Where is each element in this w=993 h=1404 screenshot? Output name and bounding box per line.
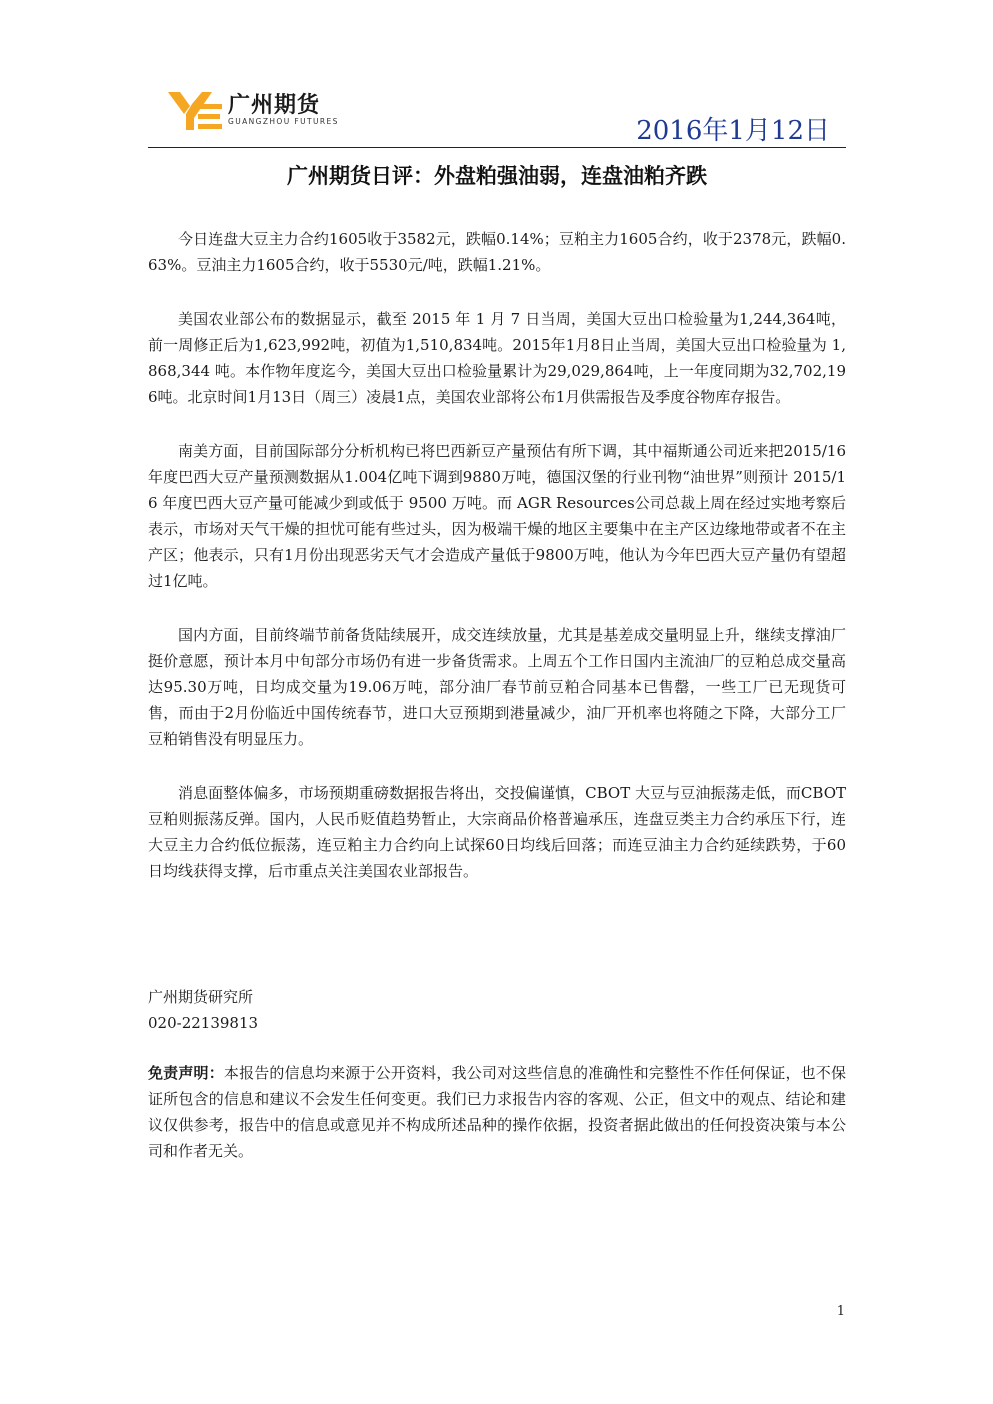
logo-cn-text: 广州期货 [228,93,321,118]
report-body [148,226,846,912]
disclaimer [148,1060,846,1164]
paragraph-usda-exports: 美国农业部公布的数据显示，截至 2015 年 1 月 7 日当周，美国大豆出口检验量为1,244,364吨，前一周修正后为1,623,992吨，初值为1,510,834吨。2015年1月8日止当周，美国大豆出口检验量为 1,868,344 吨。本作物年度迄今，美国大豆出口检验量累计为29,029,864吨，上一年度同期为32,702,196吨。北京时间1月13日（周三）凌晨1点，美国农业部将公布1月供需报告及季度谷物库存报告。 [148,310,846,406]
page-number: 1 [836,1304,845,1319]
header-divider [148,147,846,148]
company-logo [168,88,368,138]
signature-phone: 020-22139813 [148,1014,259,1032]
report-title: 广州期货日评：外盘粕强油弱，连盘油粕齐跌 [287,164,707,188]
paragraph-market-close: 今日连盘大豆主力合约1605收于3582元，跌幅0.14%；豆粕主力1605合约，收于2378元，跌幅0.63%。豆油主力1605合约，收于5530元/吨，跌幅1.21%。 [148,230,846,274]
disclaimer-text: 本报告的信息均来源于公开资料，我公司对这些信息的准确性和完整性不作任何保证，也不保证所包含的信息和建议不会发生任何变更。我们已力求报告内容的客观、公正，但文中的观点、结论和建议仅供参考，报告中的信息或意见并不构成所述品种的操作依据，投资者据此做出的任何投资决策与本公司和作者无关。 [148,1064,846,1160]
disclaimer-label: 免责声明： [148,1064,224,1082]
signature-org: 广州期货研究所 [148,988,254,1006]
signature-block [148,984,258,1036]
paragraph-domestic: 国内方面，目前终端节前备货陆续展开，成交连续放量，尤其是基差成交量明显上升，继续支撑油厂挺价意愿，预计本月中旬部分市场仍有进一步备货需求。上周五个工作日国内主流油厂的豆粕总成交量高达95.30万吨，日均成交量为19.06万吨，部分油厂春节前豆粕合同基本已售罄，一些工厂已无现货可售，而由于2月份临近中国传统春节，进口大豆预期到港量减少，油厂开机率也将随之下降，大部分工厂豆粕销售没有明显压力。 [148,626,846,748]
paragraph-south-america: 南美方面，目前国际部分分析机构已将巴西新豆产量预估有所下调，其中福斯通公司近来把2015/16年度巴西大豆产量预测数据从1.004亿吨下调到9880万吨，德国汉堡的行业刊物“油世界”则预计 2015/16 年度巴西大豆产量可能减少到或低于 9500 万吨。而 AGR Resources公司总裁上周在经过实地考察后表示，市场对天气干燥的担忧可能有些过头，因为极端干燥的地区主要集中在主产区边缘地带或者不在主产区；他表示，只有1月份出现恶劣天气才会造成产量低于9800万吨，他认为今年巴西大豆产量仍有望超过1亿吨。 [148,442,846,590]
logo-en-text: GUANGZHOU FUTURES [228,117,339,126]
logo-mark-icon [168,90,224,130]
paragraph-outlook: 消息面整体偏多，市场预期重磅数据报告将出，交投偏谨慎，CBOT 大豆与豆油振荡走低，而CBOT豆粕则振荡反弹。国内，人民币贬值趋势暂止，大宗商品价格普遍承压，连盘豆类主力合约承压下行，连大豆主力合约低位振荡，连豆粕主力合约向上试探60日均线后回落；而连豆油主力合约延续跌势，于60日均线获得支撑，后市重点关注美国农业部报告。 [148,784,846,880]
report-date: 2016年1月12日 [636,116,830,146]
